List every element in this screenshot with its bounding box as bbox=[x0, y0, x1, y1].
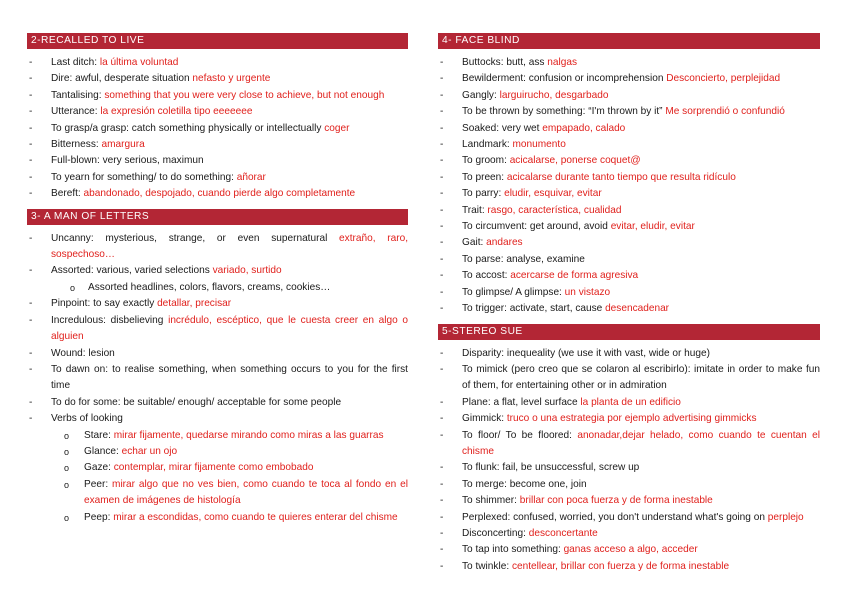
vocab-translation: la última voluntad bbox=[99, 57, 179, 68]
vocab-term: To groom: bbox=[462, 155, 510, 167]
vocab-term: Bereft: bbox=[51, 188, 84, 200]
vocab-translation: contemplar, mirar fijamente como embobado bbox=[113, 462, 314, 474]
vocab-translation: mirar algo que no ves bien, como cuando te toca al fondo en el examen de imágenes de histología bbox=[84, 478, 408, 507]
list-item bbox=[438, 362, 820, 395]
list-item bbox=[27, 263, 408, 296]
list-item bbox=[438, 121, 820, 137]
list-item bbox=[27, 395, 408, 411]
vocab-translation: mirar a escondidas, como cuando te quieres enterar del chisme bbox=[113, 511, 398, 523]
dash-bullet-icon: - bbox=[440, 429, 444, 441]
left-column bbox=[27, 33, 408, 528]
vocab-term: To be thrown by something: bbox=[462, 106, 589, 118]
vocab-translation: empapado, calado bbox=[542, 122, 626, 134]
vocab-term: Full-blown: bbox=[51, 155, 103, 167]
dash-bullet-icon: - bbox=[440, 347, 444, 359]
dash-bullet-icon: - bbox=[440, 139, 444, 151]
right-column bbox=[438, 33, 820, 577]
list-item bbox=[27, 153, 408, 169]
dash-bullet-icon: - bbox=[440, 122, 444, 134]
vocab-term: Gaze: bbox=[84, 462, 114, 474]
vocab-definition: very wet bbox=[501, 122, 543, 134]
section-title: 3- A MAN OF LETTERS bbox=[27, 209, 408, 225]
vocab-term: Gangly: bbox=[462, 89, 500, 101]
dash-bullet-icon: - bbox=[440, 155, 444, 167]
list-item bbox=[27, 186, 408, 202]
vocab-definition: butt, ass bbox=[506, 57, 548, 68]
dash-bullet-icon: - bbox=[440, 57, 444, 68]
list-item bbox=[27, 137, 408, 153]
vocab-term: Verbs of looking bbox=[51, 413, 123, 425]
vocab-term: To dawn on: bbox=[51, 363, 113, 375]
vocab-term: Disconcerting: bbox=[462, 527, 529, 539]
list-item bbox=[438, 235, 820, 251]
section-title: 5-STEREO SUE bbox=[438, 324, 820, 340]
vocab-term: Landmark: bbox=[462, 139, 513, 151]
vocab-term: To shimmer: bbox=[462, 495, 520, 507]
list-item bbox=[438, 301, 820, 317]
list-item bbox=[438, 493, 820, 509]
vocab-definition: very serious, maximun bbox=[102, 155, 204, 167]
dash-bullet-icon: - bbox=[29, 155, 33, 167]
list-item bbox=[438, 477, 820, 493]
dash-bullet-icon: - bbox=[29, 171, 33, 183]
dash-bullet-icon: - bbox=[29, 139, 33, 151]
section-stereo-sue bbox=[438, 324, 820, 576]
sub-list bbox=[51, 428, 408, 526]
dash-bullet-icon: - bbox=[440, 204, 444, 216]
dash-bullet-icon: - bbox=[440, 171, 444, 183]
section-title: 4- FACE BLIND bbox=[438, 33, 820, 49]
list-item bbox=[438, 542, 820, 558]
list-item bbox=[27, 411, 408, 526]
vocab-definition: mysterious, strange, or even supernatural bbox=[105, 232, 340, 244]
vocab-translation: amargura bbox=[101, 139, 145, 151]
vocab-translation: rasgo, característica, cualidad bbox=[487, 204, 622, 216]
vocab-translation: nalgas bbox=[547, 57, 578, 68]
vocab-translation: centellear, brillar con fuerza y de forma inestable bbox=[511, 560, 730, 572]
vocab-definition: confusion or incomprehension bbox=[528, 73, 667, 85]
vocab-list bbox=[438, 55, 820, 318]
vocab-translation: acercarse de forma agresiva bbox=[510, 270, 639, 282]
list-item bbox=[438, 203, 820, 219]
vocab-term: Soaked: bbox=[462, 122, 502, 134]
dash-bullet-icon: - bbox=[440, 106, 444, 118]
vocab-translation: something that you were very close to achieve, but not enough bbox=[104, 89, 385, 101]
dash-bullet-icon: - bbox=[440, 73, 444, 85]
vocab-translation: eludir, esquivar, evitar bbox=[504, 188, 602, 200]
section-face-blind bbox=[438, 33, 820, 318]
dash-bullet-icon: - bbox=[440, 396, 444, 408]
dash-bullet-icon: - bbox=[440, 221, 444, 233]
vocab-term: To circumvent: bbox=[462, 221, 530, 233]
dash-bullet-icon: - bbox=[29, 122, 33, 134]
vocab-translation: incrédulo, escéptico, que le cuesta creer en algo o alguien bbox=[51, 314, 408, 343]
vocab-term: To tap into something: bbox=[462, 544, 564, 556]
vocab-translation: echar un ojo bbox=[121, 445, 178, 457]
vocab-definition: “I'm thrown by it” bbox=[588, 106, 666, 118]
vocab-definition: be suitable/ enough/ acceptable for some people bbox=[123, 396, 342, 408]
vocab-term: To parry: bbox=[462, 188, 505, 200]
list-item bbox=[438, 219, 820, 235]
list-item bbox=[27, 231, 408, 264]
list-item bbox=[438, 186, 820, 202]
vocab-list bbox=[27, 231, 408, 526]
sub-list-item bbox=[51, 477, 408, 510]
vocab-definition: catch something physically or intellectually bbox=[131, 122, 325, 134]
vocab-translation: nefasto y urgente bbox=[192, 73, 271, 85]
vocab-translation: acicalarse, ponerse coquet@ bbox=[509, 155, 641, 167]
sub-list-item bbox=[51, 510, 408, 526]
list-item bbox=[438, 137, 820, 153]
vocab-term: Bewilderment: bbox=[462, 73, 529, 85]
dash-bullet-icon: - bbox=[440, 495, 444, 507]
dash-bullet-icon: - bbox=[440, 270, 444, 282]
vocab-translation: desconcertante bbox=[528, 527, 598, 539]
vocab-translation: mirar fijamente, quedarse mirando como miras a las guarras bbox=[113, 429, 384, 441]
vocab-definition: awful, desperate situation bbox=[75, 73, 193, 85]
list-item bbox=[438, 55, 820, 71]
list-item bbox=[438, 268, 820, 284]
vocab-translation: detallar, precisar bbox=[157, 298, 232, 310]
sub-list-item bbox=[51, 428, 408, 444]
vocab-translation: un vistazo bbox=[564, 286, 611, 298]
list-item bbox=[27, 55, 408, 71]
vocab-term: To flunk: bbox=[462, 462, 503, 474]
section-recalled-to-live bbox=[27, 33, 408, 203]
list-item bbox=[438, 460, 820, 476]
dash-bullet-icon: - bbox=[440, 413, 444, 425]
vocab-term: Stare: bbox=[84, 429, 114, 441]
dash-bullet-icon: - bbox=[29, 188, 33, 200]
vocab-translation: extraño, raro, sospechoso… bbox=[51, 232, 408, 261]
vocab-term: To do for some: bbox=[51, 396, 124, 408]
vocab-term: Wound: bbox=[51, 347, 89, 359]
dash-bullet-icon: - bbox=[440, 303, 444, 315]
vocab-translation: Me sorprendió o confundió bbox=[665, 106, 785, 118]
dash-bullet-icon: - bbox=[29, 57, 33, 68]
vocab-definition: various, varied selections bbox=[96, 265, 213, 277]
list-item bbox=[438, 526, 820, 542]
vocab-term: Pinpoint: bbox=[51, 298, 94, 310]
vocab-definition: lesion bbox=[88, 347, 115, 359]
vocab-term: To preen: bbox=[462, 171, 507, 183]
list-item bbox=[438, 510, 820, 526]
vocab-term: Assorted: bbox=[51, 265, 97, 277]
list-item bbox=[438, 346, 820, 362]
vocab-translation: evitar, eludir, evitar bbox=[610, 221, 695, 233]
vocab-term: Trait: bbox=[462, 204, 488, 216]
hollow-circle-bullet-icon: o bbox=[64, 512, 70, 523]
vocab-term: Incredulous: bbox=[51, 314, 111, 326]
vocab-term: Tantalising: bbox=[51, 89, 105, 101]
vocab-definition: confused, worried, you don't understand what's going on bbox=[513, 511, 768, 523]
list-item bbox=[27, 170, 408, 186]
vocab-term: Gimmick: bbox=[462, 413, 507, 425]
vocab-term: Perplexed: bbox=[462, 511, 514, 523]
dash-bullet-icon: - bbox=[440, 544, 444, 556]
vocab-translation: acicalarse durante tanto tiempo que resulta ridículo bbox=[506, 171, 736, 183]
list-item bbox=[438, 71, 820, 87]
vocab-translation: desencadenar bbox=[605, 303, 670, 315]
vocab-term: Gait: bbox=[462, 237, 487, 249]
vocab-term: To trigger: bbox=[462, 303, 510, 315]
list-item bbox=[27, 313, 408, 346]
vocab-term: Buttocks: bbox=[462, 57, 507, 68]
vocab-translation: perplejo bbox=[767, 511, 804, 523]
dash-bullet-icon: - bbox=[29, 73, 33, 85]
list-item bbox=[438, 428, 820, 461]
dash-bullet-icon: - bbox=[440, 560, 444, 572]
list-item bbox=[27, 104, 408, 120]
sub-list-item bbox=[51, 444, 408, 460]
list-item bbox=[27, 296, 408, 312]
vocab-term: Plane: bbox=[462, 396, 494, 408]
hollow-circle-bullet-icon: o bbox=[64, 446, 70, 457]
section-a-man-of-letters bbox=[27, 209, 408, 526]
vocab-translation: abandonado, despojado, cuando pierde algo completamente bbox=[83, 188, 356, 200]
vocab-term: Peer: bbox=[84, 478, 113, 490]
vocab-term: Dire: bbox=[51, 73, 76, 85]
dash-bullet-icon: - bbox=[29, 347, 33, 359]
dash-bullet-icon: - bbox=[440, 527, 444, 539]
dash-bullet-icon: - bbox=[29, 413, 33, 425]
vocab-term: Bitterness: bbox=[51, 139, 102, 151]
vocab-translation: monumento bbox=[512, 139, 566, 151]
vocab-definition: fail, be unsuccessful, screw up bbox=[502, 462, 640, 474]
vocab-list bbox=[438, 346, 820, 576]
list-item bbox=[438, 252, 820, 268]
vocab-term: Peep: bbox=[84, 511, 114, 523]
vocab-list bbox=[27, 55, 408, 203]
dash-bullet-icon: - bbox=[440, 237, 444, 249]
vocab-term: To accost: bbox=[462, 270, 511, 282]
vocab-translation: ganas acceso a algo, acceder bbox=[563, 544, 698, 556]
dash-bullet-icon: - bbox=[29, 314, 33, 326]
example-text: Assorted headlines, colors, flavors, creams, cookies… bbox=[88, 281, 331, 293]
vocab-term: To grasp/a grasp: bbox=[51, 122, 132, 134]
vocab-term: Uncanny: bbox=[51, 232, 106, 244]
dash-bullet-icon: - bbox=[29, 232, 33, 244]
vocab-term: Last ditch: bbox=[51, 57, 100, 68]
dash-bullet-icon: - bbox=[440, 253, 444, 265]
dash-bullet-icon: - bbox=[440, 89, 444, 101]
list-item bbox=[438, 411, 820, 427]
list-item bbox=[438, 395, 820, 411]
vocab-translation: la expresión coletilla tipo eeeeeee bbox=[100, 106, 253, 118]
sub-list bbox=[51, 280, 408, 296]
vocab-definition: disbelieving bbox=[110, 314, 169, 326]
list-item bbox=[27, 88, 408, 104]
list-item bbox=[438, 170, 820, 186]
vocab-term: To glimpse/ A glimpse: bbox=[462, 286, 565, 298]
sub-list-item bbox=[51, 280, 408, 296]
hollow-circle-bullet-icon: o bbox=[70, 282, 76, 293]
vocab-definition: to realise something, when something occurs to you for the first time bbox=[51, 363, 408, 392]
vocab-term: To floor/ To be floored: bbox=[462, 429, 578, 441]
dash-bullet-icon: - bbox=[29, 363, 33, 375]
vocab-definition: get around, avoid bbox=[529, 221, 611, 233]
vocab-definition: inequeality (we use it with vast, wide or huge) bbox=[506, 347, 710, 359]
vocab-term: To mimick bbox=[462, 363, 512, 375]
vocab-translation: brillar con poca fuerza y de forma inestable bbox=[519, 495, 713, 507]
vocab-term: To parse: bbox=[462, 253, 507, 265]
vocab-term: Glance: bbox=[84, 445, 122, 457]
hollow-circle-bullet-icon: o bbox=[64, 479, 70, 490]
list-item bbox=[438, 88, 820, 104]
vocab-term: To merge: bbox=[462, 478, 510, 490]
vocab-translation: variado, surtido bbox=[212, 265, 282, 277]
section-title: 2-RECALLED TO LIVE bbox=[27, 33, 408, 49]
vocab-definition: activate, start, cause bbox=[509, 303, 606, 315]
list-item bbox=[27, 346, 408, 362]
sub-list-item bbox=[51, 460, 408, 476]
dash-bullet-icon: - bbox=[440, 462, 444, 474]
dash-bullet-icon: - bbox=[29, 396, 33, 408]
dash-bullet-icon: - bbox=[29, 265, 33, 277]
vocab-translation: coger bbox=[324, 122, 350, 134]
dash-bullet-icon: - bbox=[29, 298, 33, 310]
vocab-definition: to say exactly bbox=[93, 298, 158, 310]
vocab-translation: andares bbox=[486, 237, 523, 249]
dash-bullet-icon: - bbox=[440, 188, 444, 200]
vocab-translation: larguirucho, desgarbado bbox=[499, 89, 609, 101]
list-item bbox=[27, 71, 408, 87]
list-item bbox=[27, 121, 408, 137]
list-item bbox=[27, 362, 408, 395]
vocab-term: To twinkle: bbox=[462, 560, 512, 572]
list-item bbox=[438, 104, 820, 120]
vocab-definition: analyse, examine bbox=[506, 253, 585, 265]
vocab-translation: truco o una estrategia por ejemplo advertising gimmicks bbox=[506, 413, 757, 425]
vocab-translation: añorar bbox=[236, 171, 266, 183]
list-item bbox=[438, 285, 820, 301]
vocab-term: Utterance: bbox=[51, 106, 101, 118]
dash-bullet-icon: - bbox=[29, 106, 33, 118]
vocab-term: To yearn for something/ to do something: bbox=[51, 171, 237, 183]
hollow-circle-bullet-icon: o bbox=[64, 430, 70, 441]
list-item bbox=[438, 559, 820, 575]
vocab-translation: la planta de un edificio bbox=[580, 396, 681, 408]
dash-bullet-icon: - bbox=[440, 363, 444, 375]
vocab-translation: anonadar,dejar helado, como cuando te cuentan el chisme bbox=[462, 429, 820, 457]
vocab-definition: a flat, level surface bbox=[493, 396, 581, 408]
dash-bullet-icon: - bbox=[440, 478, 444, 490]
dash-bullet-icon: - bbox=[440, 511, 444, 523]
vocab-translation: Desconcierto, perplejidad bbox=[666, 73, 781, 85]
vocab-definition: (pero creo que se colaron al escribirlo): imitate in order to make fun of them, for entertaining other or in admiration bbox=[462, 363, 820, 392]
dash-bullet-icon: - bbox=[29, 89, 33, 101]
vocab-term: Disparity: bbox=[462, 347, 507, 359]
list-item bbox=[438, 153, 820, 169]
dash-bullet-icon: - bbox=[440, 286, 444, 298]
vocab-definition: become one, join bbox=[509, 478, 587, 490]
hollow-circle-bullet-icon: o bbox=[64, 463, 70, 474]
